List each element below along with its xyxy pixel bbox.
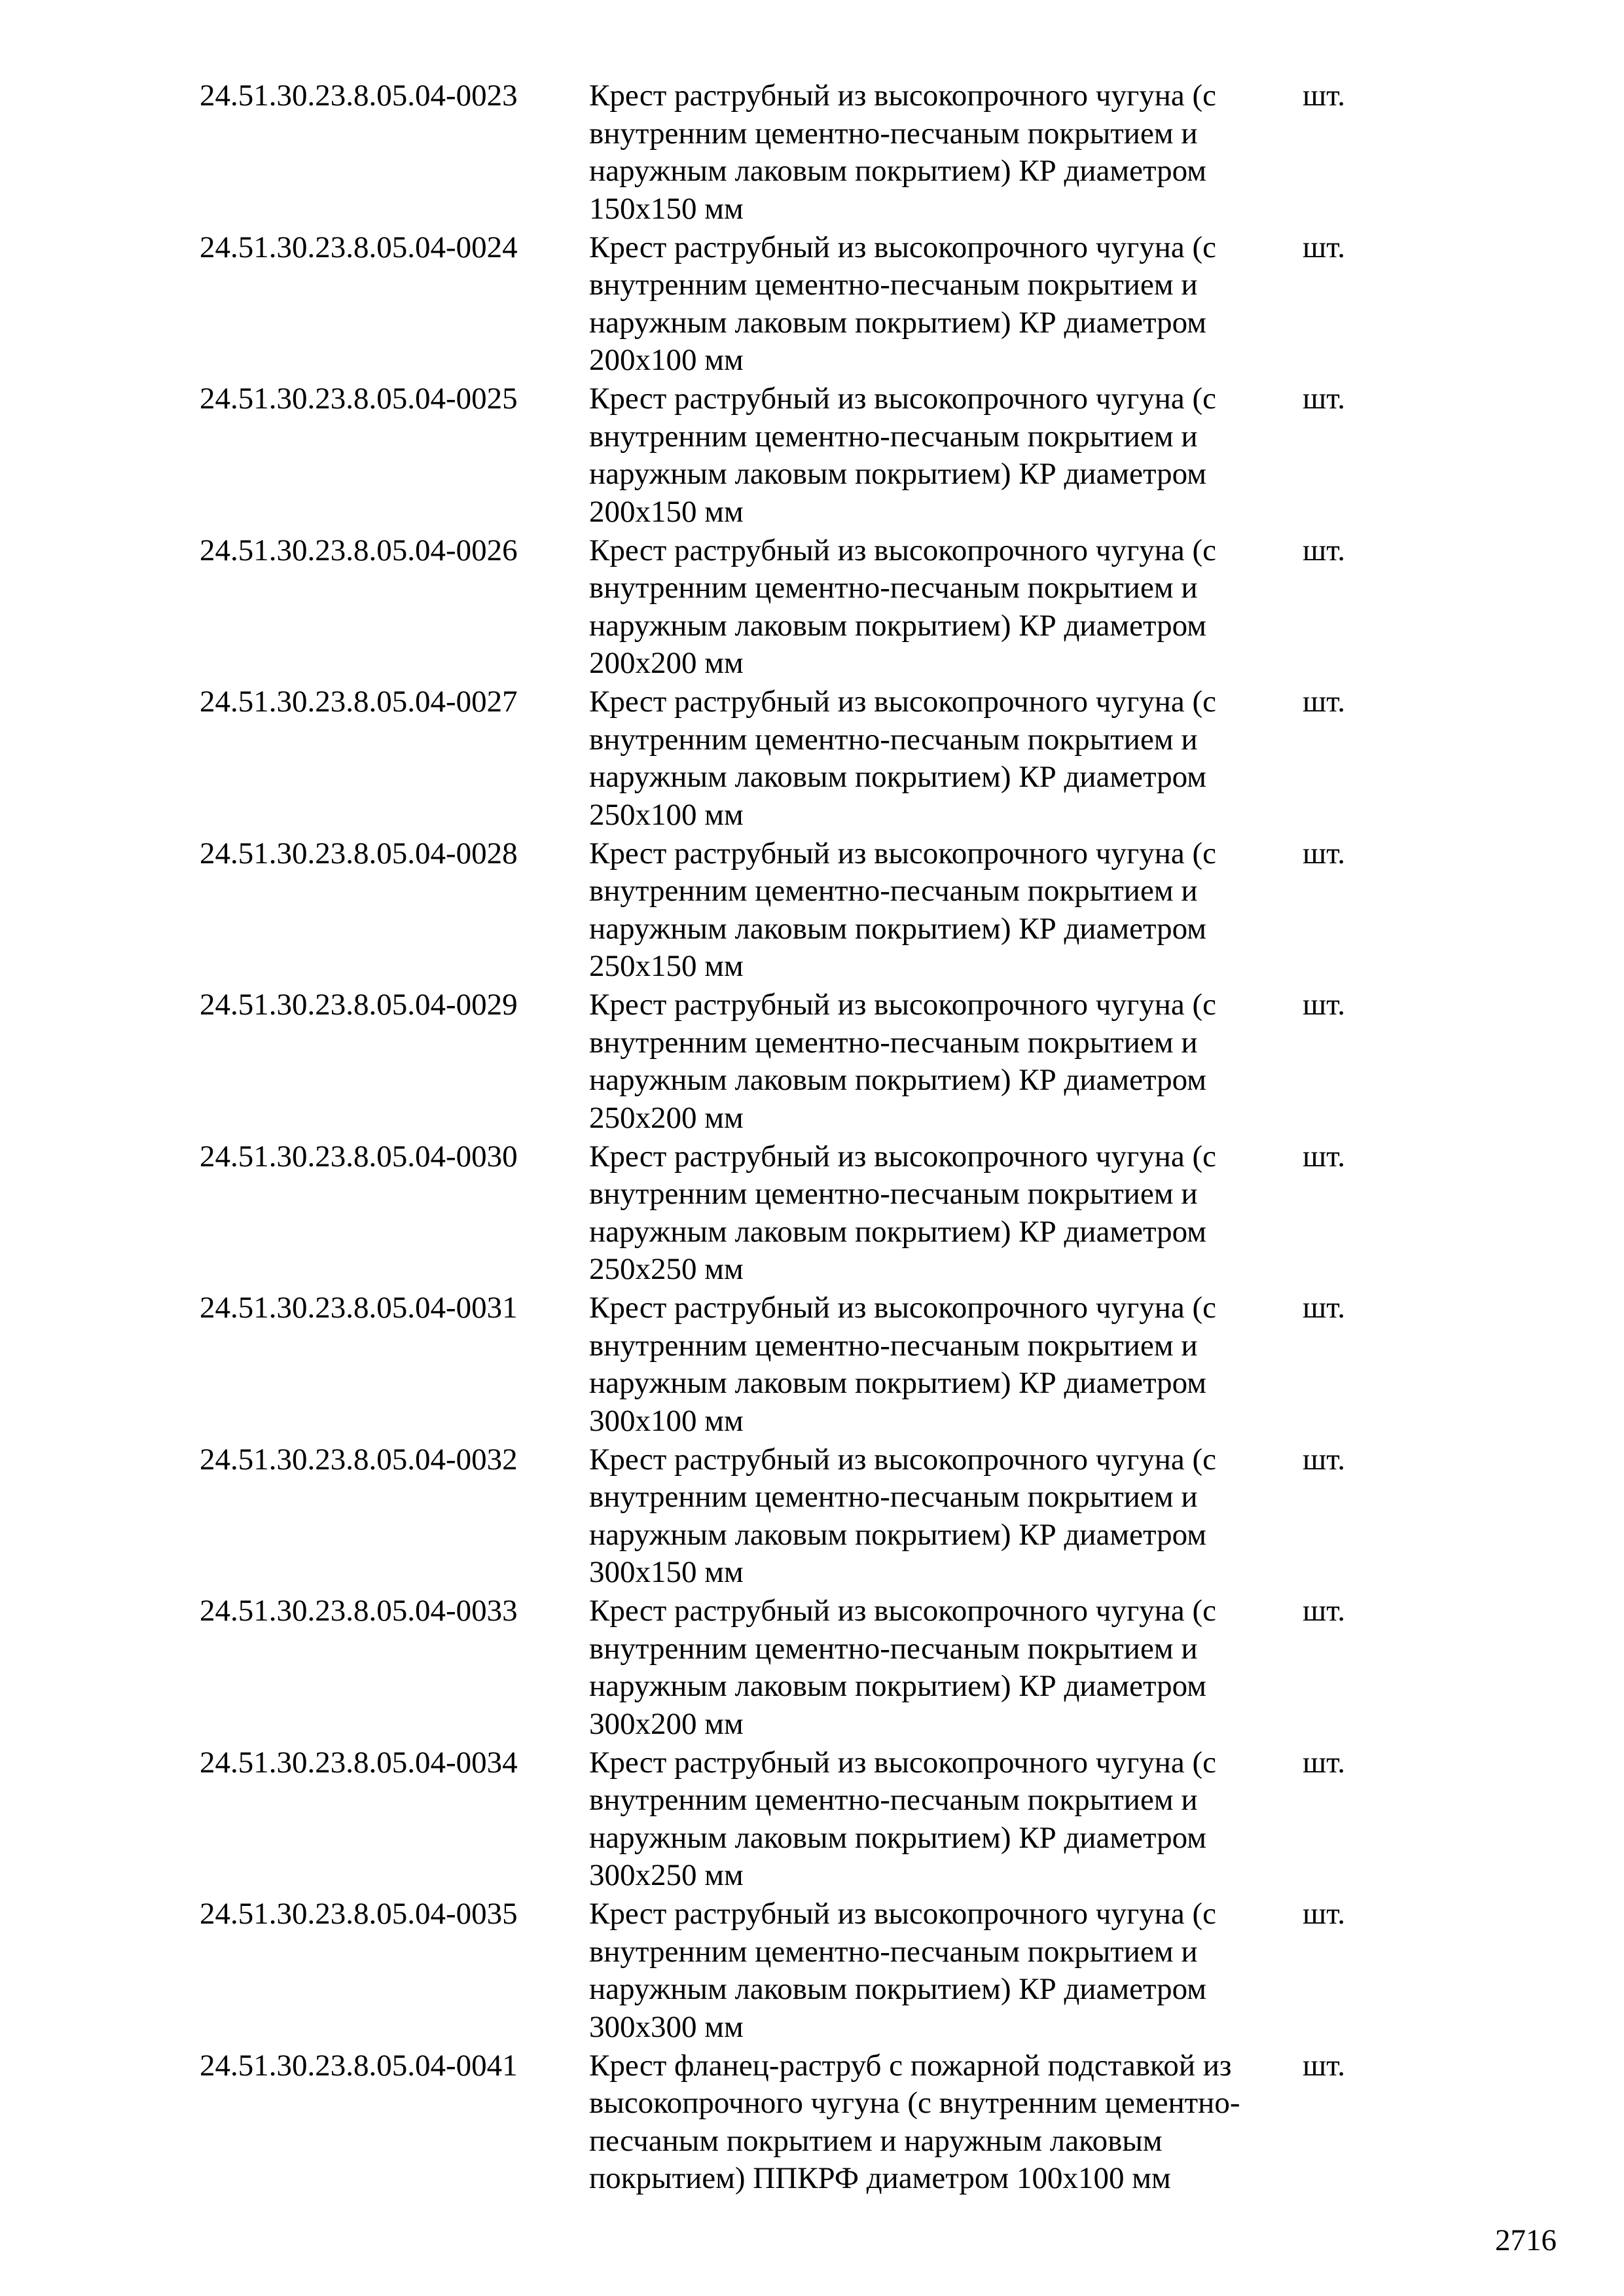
resource-name: Крест раструбный из высокопрочного чугуна (с внутренним цементно-песчаным покрытием и наружным лаковым покрытием) КР диаметром 250x100 мм: [589, 685, 1216, 832]
unit-of-measure: шт.: [1303, 533, 1345, 567]
resource-name: Крест раструбный из высокопрочного чугуна (с внутренним цементно-песчаным покрытием и наружным лаковым покрытием) КР диаметром 250x250 мм: [589, 1139, 1216, 1287]
unit-of-measure: шт.: [1303, 382, 1345, 416]
unit-of-measure: шт.: [1303, 2048, 1345, 2083]
page-number: 2716: [1495, 2223, 1557, 2257]
resource-code: 24.51.30.23.8.05.04-0031: [200, 1291, 518, 1325]
resource-name: Крест раструбный из высокопрочного чугуна (с внутренним цементно-песчаным покрытием и наружным лаковым покрытием) КР диаметром 250x200 мм: [589, 988, 1216, 1135]
table-row: [200, 532, 1443, 684]
resource-name: Крест раструбный из высокопрочного чугуна (с внутренним цементно-песчаным покрытием и наружным лаковым покрытием) КР диаметром 150x150 мм: [589, 79, 1216, 226]
resource-code: 24.51.30.23.8.05.04-0029: [200, 988, 518, 1022]
resource-name: Крест раструбный из высокопрочного чугуна (с внутренним цементно-песчаным покрытием и наружным лаковым покрытием) КР диаметром 200x150 мм: [589, 382, 1216, 529]
resource-name: Крест раструбный из высокопрочного чугуна (с внутренним цементно-песчаным покрытием и наружным лаковым покрытием) КР диаметром 200x200 мм: [589, 533, 1216, 681]
resource-code: 24.51.30.23.8.05.04-0025: [200, 382, 518, 416]
table-row: [200, 1289, 1443, 1441]
resource-name: Крест раструбный из высокопрочного чугуна (с внутренним цементно-песчаным покрытием и наружным лаковым покрытием) КР диаметром 300x250 мм: [589, 1745, 1216, 1893]
resource-code: 24.51.30.23.8.05.04-0030: [200, 1139, 518, 1174]
resource-code: 24.51.30.23.8.05.04-0027: [200, 685, 518, 719]
resource-table: [200, 77, 1443, 2198]
unit-of-measure: шт.: [1303, 1594, 1345, 1628]
resource-code: 24.51.30.23.8.05.04-0028: [200, 836, 518, 870]
unit-of-measure: шт.: [1303, 230, 1345, 264]
resource-name: Крест раструбный из высокопрочного чугуна (с внутренним цементно-песчаным покрытием и наружным лаковым покрытием) КР диаметром 300x150 мм: [589, 1442, 1216, 1590]
resource-code: 24.51.30.23.8.05.04-0033: [200, 1594, 518, 1628]
resource-name: Крест раструбный из высокопрочного чугуна (с внутренним цементно-песчаным покрытием и наружным лаковым покрытием) КР диаметром 300x100 мм: [589, 1291, 1216, 1438]
resource-code: 24.51.30.23.8.05.04-0032: [200, 1442, 518, 1477]
resource-name: Крест фланец-раструб с пожарной подставкой из высокопрочного чугуна (с внутренним цементно- песчаным покрытием и наружным лаковым покрытием) ППКРФ диаметром 100x100 мм: [589, 2048, 1240, 2196]
resource-name: Крест раструбный из высокопрочного чугуна (с внутренним цементно-песчаным покрытием и наружным лаковым покрытием) КР диаметром 300x300 мм: [589, 1897, 1216, 2044]
unit-of-measure: шт.: [1303, 1745, 1345, 1780]
resource-code: 24.51.30.23.8.05.04-0026: [200, 533, 518, 567]
table-row: [200, 2047, 1443, 2199]
resource-name: Крест раструбный из высокопрочного чугуна (с внутренним цементно-песчаным покрытием и наружным лаковым покрытием) КР диаметром 300x200 мм: [589, 1594, 1216, 1741]
unit-of-measure: шт.: [1303, 988, 1345, 1022]
unit-of-measure: шт.: [1303, 685, 1345, 719]
table-row: [200, 1895, 1443, 2047]
table-row: [200, 1744, 1443, 1896]
table-row: [200, 835, 1443, 987]
unit-of-measure: шт.: [1303, 1897, 1345, 1931]
resource-code: 24.51.30.23.8.05.04-0024: [200, 230, 518, 264]
unit-of-measure: шт.: [1303, 1442, 1345, 1477]
table-row: [200, 1441, 1443, 1593]
table-row: [200, 986, 1443, 1138]
unit-of-measure: шт.: [1303, 836, 1345, 870]
resource-code: 24.51.30.23.8.05.04-0034: [200, 1745, 518, 1780]
table-row: [200, 1138, 1443, 1290]
resource-code: 24.51.30.23.8.05.04-0023: [200, 79, 518, 113]
resource-code: 24.51.30.23.8.05.04-0035: [200, 1897, 518, 1931]
unit-of-measure: шт.: [1303, 1291, 1345, 1325]
table-row: [200, 683, 1443, 835]
table-row: [200, 380, 1443, 532]
table-row: [200, 229, 1443, 381]
unit-of-measure: шт.: [1303, 1139, 1345, 1174]
resource-code: 24.51.30.23.8.05.04-0041: [200, 2048, 518, 2083]
table-row: [200, 1592, 1443, 1744]
resource-name: Крест раструбный из высокопрочного чугуна (с внутренним цементно-песчаным покрытием и наружным лаковым покрытием) КР диаметром 200x100 мм: [589, 230, 1216, 378]
resource-name: Крест раструбный из высокопрочного чугуна (с внутренним цементно-песчаным покрытием и наружным лаковым покрытием) КР диаметром 250x150 мм: [589, 836, 1216, 984]
unit-of-measure: шт.: [1303, 79, 1345, 113]
table-row: [200, 77, 1443, 229]
